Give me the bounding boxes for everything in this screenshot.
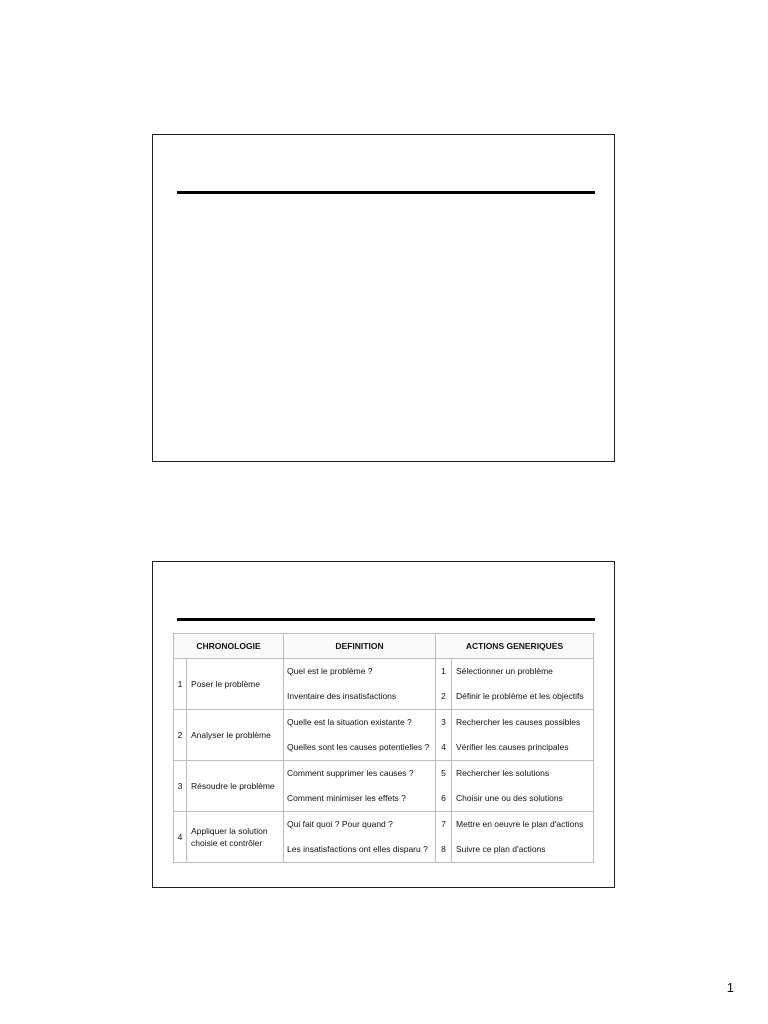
problem-solving-table — [173, 633, 594, 863]
action-number: 6 — [436, 786, 452, 811]
title-rule — [177, 618, 595, 621]
stage-number: 4 — [174, 812, 187, 863]
table-row — [174, 710, 594, 761]
action-number: 8 — [436, 837, 452, 862]
header-chronologie: CHRONOLOGIE — [174, 634, 284, 659]
action-number: 5 — [436, 761, 452, 786]
table-row — [174, 761, 594, 812]
action-number: 4 — [436, 735, 452, 760]
stage-label: Analyser le problème — [187, 710, 284, 761]
stage-label: Résoudre le problème — [187, 761, 284, 812]
definition-line: Qui fait quoi ? Pour quand ? — [287, 819, 393, 829]
header-actions: ACTIONS GENERIQUES — [436, 634, 594, 659]
definition-line: Quelles sont les causes potentielles ? — [287, 742, 430, 752]
definition-line: Quelle est la situation existante ? — [287, 717, 412, 727]
actions-cell — [436, 761, 594, 812]
actions-cell — [436, 710, 594, 761]
definition-line: Comment minimiser les effets ? — [287, 793, 406, 803]
slide-1 — [152, 134, 615, 462]
action-text: Choisir une ou des solutions — [456, 793, 563, 803]
stage-label: Poser le problème — [187, 659, 284, 710]
action-text: Sélectionner un problème — [456, 666, 553, 676]
definition-line: Comment supprimer les causes ? — [287, 768, 414, 778]
stage-label: Appliquer la solution choisie et contrôler — [187, 812, 284, 863]
definition-cell — [284, 812, 436, 863]
action-text: Suivre ce plan d'actions — [456, 844, 546, 854]
definition-line: Quel est le problème ? — [287, 666, 373, 676]
action-number: 3 — [436, 710, 452, 735]
table-row — [174, 812, 594, 863]
action-text: Définir le problème et les objectifs — [456, 691, 584, 701]
definition-cell — [284, 761, 436, 812]
slide-2 — [152, 561, 615, 888]
action-number: 7 — [436, 812, 452, 837]
action-text: Mettre en oeuvre le plan d'actions — [456, 819, 584, 829]
definition-line: Inventaire des insatisfactions — [287, 691, 397, 701]
page-number: 1 — [726, 980, 734, 995]
stage-number: 3 — [174, 761, 187, 812]
action-number: 2 — [436, 684, 452, 709]
actions-cell — [436, 659, 594, 710]
stage-number: 2 — [174, 710, 187, 761]
table-header-row — [174, 634, 594, 659]
actions-cell — [436, 812, 594, 863]
action-number: 1 — [436, 659, 452, 684]
definition-line: Les insatisfactions ont elles disparu ? — [287, 844, 428, 854]
definition-cell — [284, 710, 436, 761]
header-definition: DEFINITION — [284, 634, 436, 659]
stage-number: 1 — [174, 659, 187, 710]
action-text: Rechercher les causes possibles — [456, 717, 581, 727]
action-text: Vérifier les causes principales — [456, 742, 569, 752]
title-rule — [177, 191, 595, 194]
action-text: Rechercher les solutions — [456, 768, 550, 778]
table-row — [174, 659, 594, 710]
definition-cell — [284, 659, 436, 710]
